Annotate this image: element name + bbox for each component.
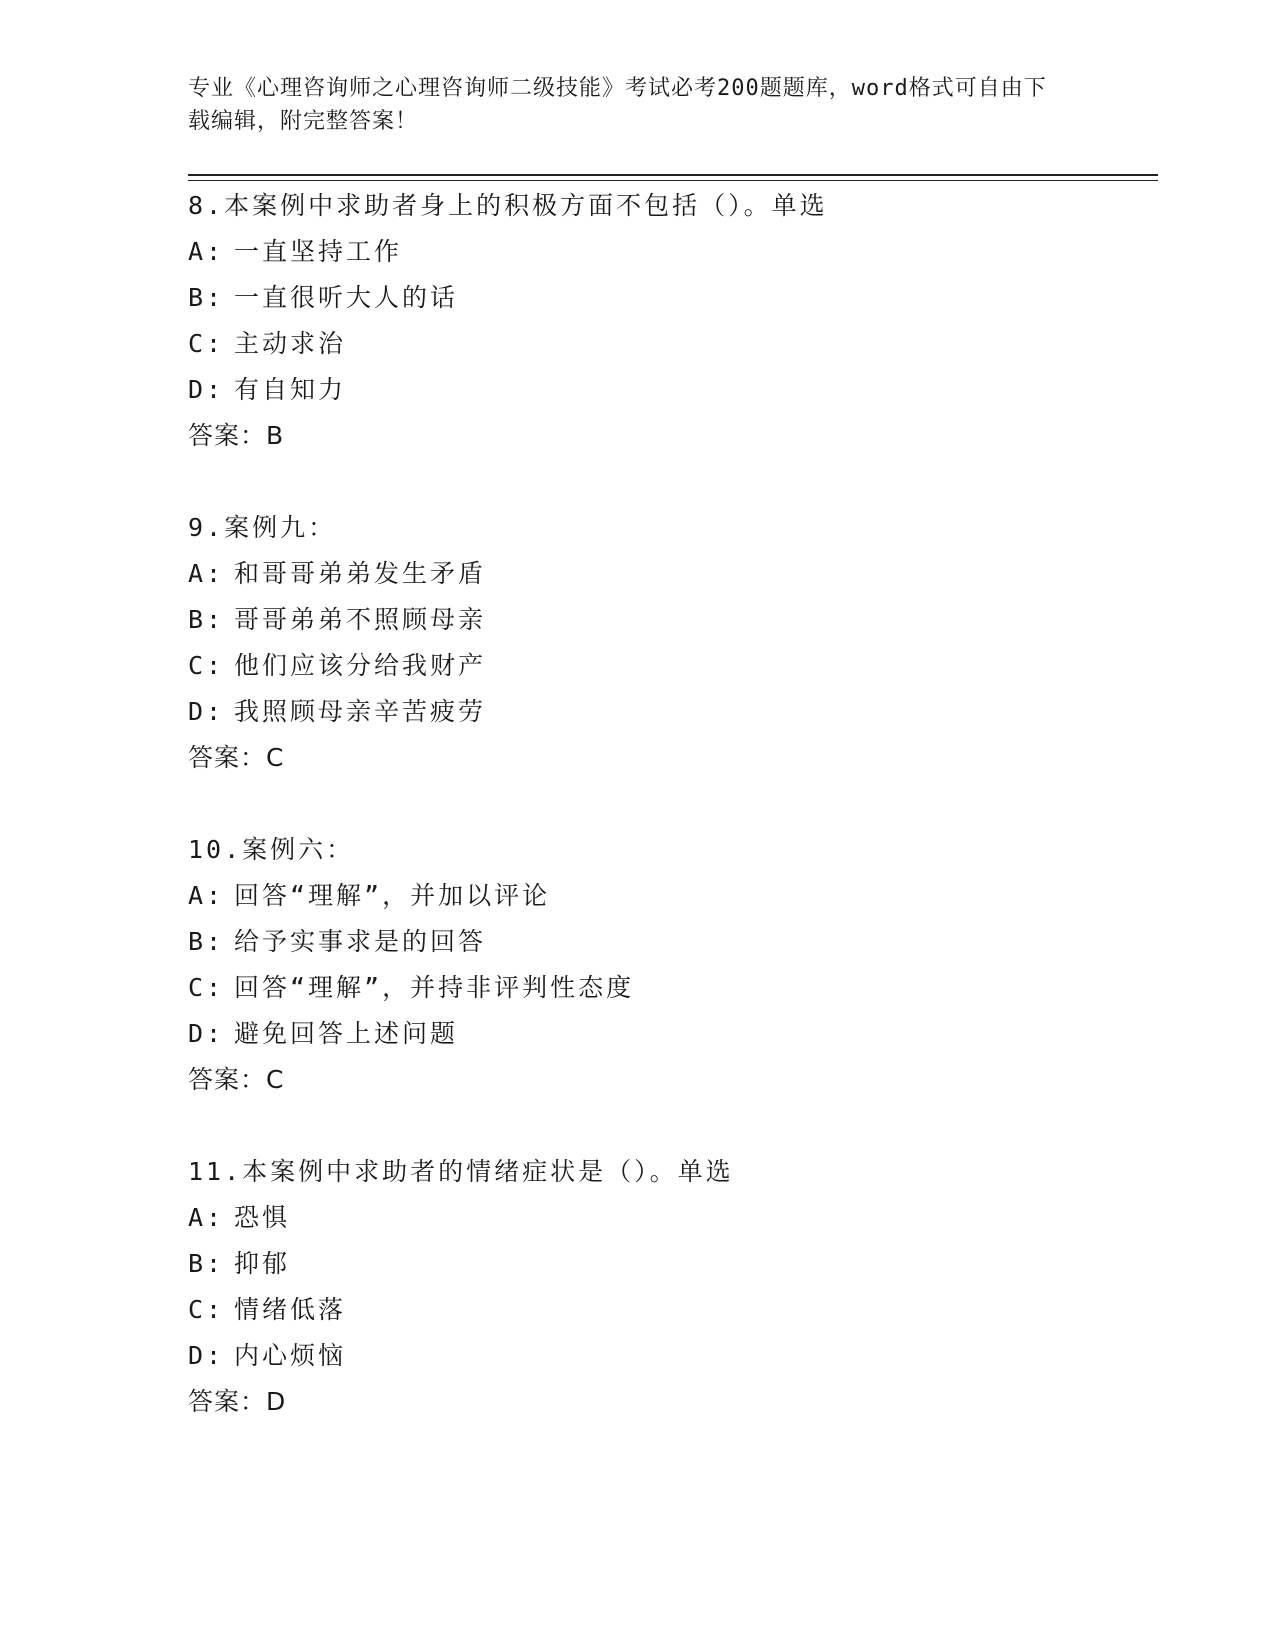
- option-text: 哥哥弟弟不照顾母亲: [234, 605, 487, 634]
- option-letter: B:: [188, 1249, 225, 1278]
- option-c: [188, 965, 1158, 1011]
- option-letter: A:: [188, 559, 225, 588]
- option-d: [188, 367, 1158, 413]
- option-c: [188, 1287, 1158, 1333]
- option-text: 抑郁: [234, 1249, 291, 1278]
- option-letter: B:: [188, 283, 225, 312]
- option-letter: D:: [188, 697, 225, 726]
- question-title: 11.本案例中求助者的情绪症状是（）。单选: [188, 1157, 734, 1186]
- question-spacer: [188, 1103, 1158, 1147]
- question-block: [188, 183, 1158, 459]
- option-letter: B:: [188, 927, 225, 956]
- option-letter: D:: [188, 1341, 225, 1370]
- option-b: [188, 919, 1158, 965]
- question-list: [188, 183, 1158, 1425]
- option-text: 和哥哥弟弟发生矛盾: [234, 559, 487, 588]
- option-text: 主动求治: [234, 329, 347, 358]
- option-a: [188, 229, 1158, 275]
- option-text: 避免回答上述问题: [234, 1019, 459, 1048]
- option-text: 情绪低落: [234, 1295, 347, 1324]
- document-intro: 专业《心理咨询师之心理咨询师二级技能》考试必考200题题库，word格式可自由下载编辑，附完整答案！: [188, 76, 1047, 134]
- option-letter: D:: [188, 375, 225, 404]
- option-letter: A:: [188, 237, 225, 266]
- option-letter: B:: [188, 605, 225, 634]
- option-text: 给予实事求是的回答: [234, 927, 487, 956]
- option-d: [188, 1333, 1158, 1379]
- option-a: [188, 873, 1158, 919]
- option-text: 一直很听大人的话: [234, 283, 459, 312]
- option-text: 回答“理解”，并加以评论: [234, 881, 551, 910]
- option-letter: A:: [188, 881, 225, 910]
- option-text: 一直坚持工作: [234, 237, 403, 266]
- question-block: [188, 505, 1158, 781]
- option-a: [188, 1195, 1158, 1241]
- option-text: 内心烦恼: [234, 1341, 347, 1370]
- option-b: [188, 275, 1158, 321]
- question-title: 8.本案例中求助者身上的积极方面不包括（）。单选: [188, 191, 828, 220]
- question-title: 9.案例九：: [188, 513, 337, 542]
- question-title: 10.案例六：: [188, 835, 355, 864]
- double-divider: [188, 174, 1158, 181]
- option-b: [188, 1241, 1158, 1287]
- option-text: 恐惧: [234, 1203, 291, 1232]
- option-a: [188, 551, 1158, 597]
- option-letter: C:: [188, 329, 225, 358]
- option-letter: A:: [188, 1203, 225, 1232]
- answer-line: 答案：C: [188, 1065, 285, 1094]
- option-d: [188, 689, 1158, 735]
- question-block: [188, 1149, 1158, 1425]
- answer-line: 答案：D: [188, 1387, 287, 1416]
- question-block: [188, 827, 1158, 1103]
- option-text: 他们应该分给我财产: [234, 651, 487, 680]
- option-b: [188, 597, 1158, 643]
- option-letter: C:: [188, 1295, 225, 1324]
- option-c: [188, 321, 1158, 367]
- option-d: [188, 1011, 1158, 1057]
- question-spacer: [188, 459, 1158, 503]
- option-text: 有自知力: [234, 375, 347, 404]
- question-spacer: [188, 781, 1158, 825]
- answer-line: 答案：B: [188, 421, 285, 450]
- option-letter: C:: [188, 651, 225, 680]
- option-text: 回答“理解”，并持非评判性态度: [234, 973, 635, 1002]
- option-c: [188, 643, 1158, 689]
- answer-line: 答案：C: [188, 743, 285, 772]
- document-page: [188, 72, 1158, 1425]
- option-text: 我照顾母亲辛苦疲劳: [234, 697, 487, 726]
- option-letter: D:: [188, 1019, 225, 1048]
- option-letter: C:: [188, 973, 225, 1002]
